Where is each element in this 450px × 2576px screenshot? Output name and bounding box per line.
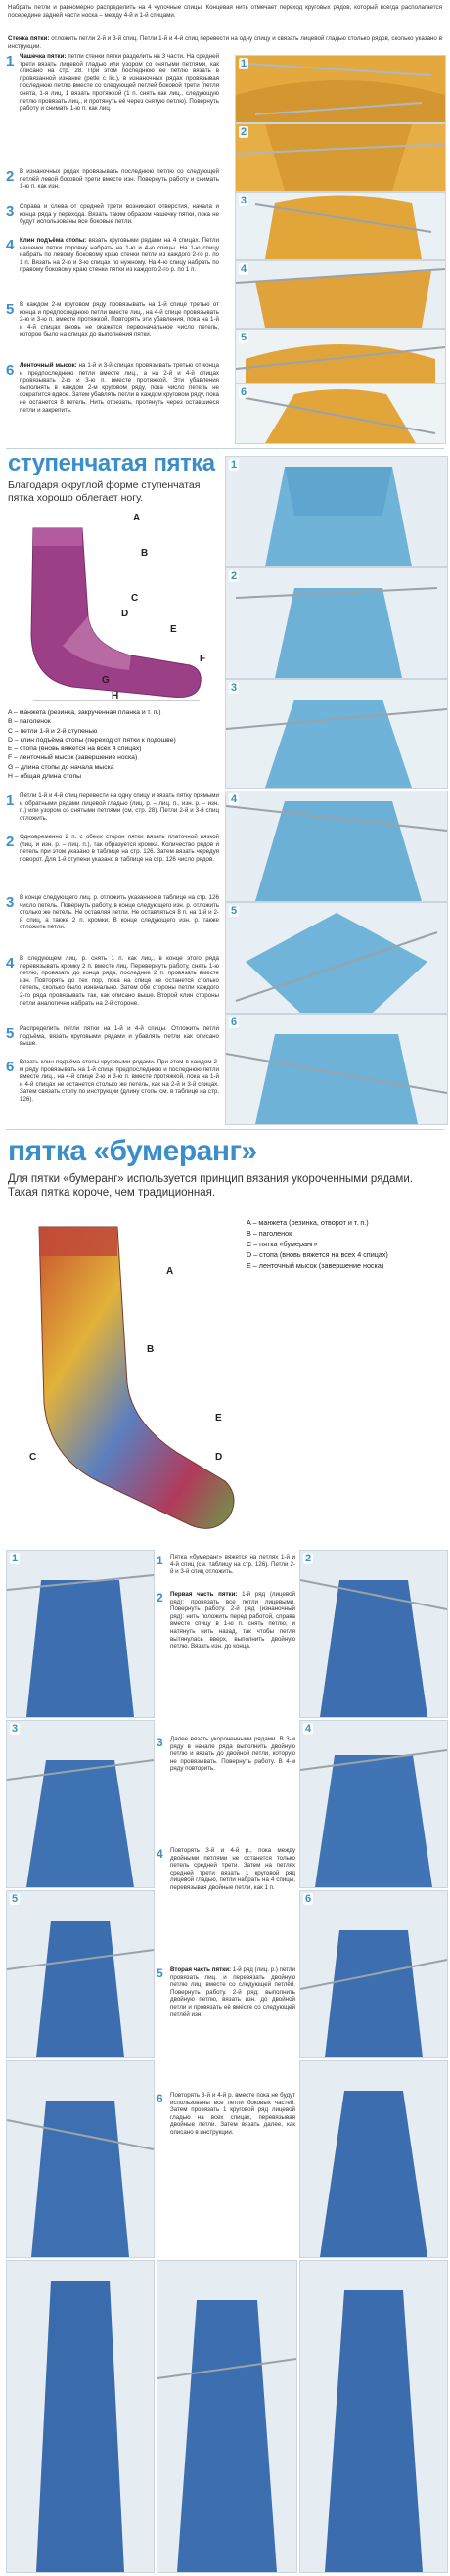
s2-step-6: 6 Вязать клин подъёма стопы круговыми рядами. При этом в каждом 2-м ряду провязывать на 1-й спице предпоследнюю и последнюю петли вместе лиц., на 4-й спице 2-ю и 3-ю п. вместе протяжкой, пока на 1-й и 4-й спицах не останется столько же петель, как на 2-й и 3-й спицах. Затем связать стопу по инструкции (длину стопы см. в таблице на стр. 126). xyxy=(6,1059,219,1103)
diagram-label-e: E xyxy=(170,624,177,635)
photo-number: 4 xyxy=(241,263,248,275)
s3-step-4: 4 Повторять 3-й и 4-й р., пока между двойными петлями не останется только петель средней трети. Затем на петлях средней трети вязать 1 круговой ряд лицевой гладью, петли набрать на 4 спицы, перевязывая двойные петли, как 1 п. xyxy=(157,1847,295,1891)
s2-step-5: 5 Распределить петли пятки на 1-й и 4-й спицы. Отложить петли подъёма, вязать круговыми рядами и убавлять петли как описано выше. xyxy=(6,1025,219,1048)
s3-step-3: 3 Далее вязать укороченными рядами. В 3-м ряду в начале ряда выполнить двойную петлю и вязать до двойной петли, которую не провязывать. Повернуть работу. В 4-м ряду повторить. xyxy=(157,1736,295,1773)
knitting-photo-blue-dark xyxy=(300,1721,447,1887)
step-number: 1 xyxy=(157,1554,163,1567)
step-number: 4 xyxy=(157,1847,163,1861)
diagram-label-b: B xyxy=(147,1344,155,1355)
knitting-photo-blue xyxy=(226,1015,447,1124)
legend-item: G – длина стопы до начала мыска xyxy=(8,763,114,771)
photo-s3-3 xyxy=(6,1720,155,1888)
legend-item: C – пятка «бумеранг» xyxy=(247,1240,318,1248)
diagram-label-c: C xyxy=(131,593,139,604)
s2-step-3: 3 В конце следующего лиц. р. отложить указанное в таблице на стр. 126 число петель. Повернуть работу, в конце следующего изн. р. отложить столько же петель. Не оставляя петли. Не оставляться 8 п. на 1-й и 2-й спиц, а также 2 п. кромки. В конце следующего изн. р. также отложить петли. xyxy=(6,894,219,931)
step-number: 2 xyxy=(6,834,15,850)
step-number: 3 xyxy=(6,203,15,220)
knitting-photo-blue xyxy=(226,457,447,566)
photo-s2-1 xyxy=(225,456,448,567)
photo-s3-10 xyxy=(299,2260,448,2573)
photo-number: 4 xyxy=(305,1723,312,1735)
section2-title: ступенчатая пятка xyxy=(8,450,215,476)
photo-s1-4 xyxy=(235,260,446,329)
photo-number: 5 xyxy=(231,905,238,917)
photo-s3-9 xyxy=(299,2060,448,2258)
step-number: 2 xyxy=(6,168,15,185)
photo-number: 1 xyxy=(231,459,238,471)
photo-s3-6 xyxy=(299,1890,448,2058)
knitting-photo-blue-dark xyxy=(300,1551,447,1717)
photo-s3-center xyxy=(157,2260,297,2573)
section3-legend xyxy=(247,1217,442,1271)
diagram-label-h: H xyxy=(112,691,119,701)
step-number: 3 xyxy=(6,894,15,911)
photo-s2-3 xyxy=(225,679,448,789)
step-number: 1 xyxy=(6,792,15,809)
knitting-photo-orange xyxy=(236,124,445,191)
s3-step-5: 5 Вторая часть пятки: 1-й ряд (лиц. р.) петли провязать лиц. и перевязать двойную петлю лиц. вместе со следующей петлёй. Повернуть работу. 2-й ряд: выполнить двойную петлю, вязать изн. до двойной петли и провязать её вместе со следующей петлёй изн. xyxy=(157,1966,295,2018)
legend-item: F – ленточный мысок (завершение носка) xyxy=(8,754,138,762)
photo-number: 3 xyxy=(241,195,248,206)
s1-step-4: 4 Клин подъёма стопы: вязать круговыми рядами на 4 спицах. Петли чашечки пятки поровну набрать на 1-ю и 4-ю спицы. На 1-ю спицу набрать по левому боковому краю стенки петли из каждого 2-го р. по 1 п. Вязать на 2-ю и 3-ю спицах по нужному. На 4-ю спицу набрать по правому боковому краю стенки пятки из каждого 2-го р. по 1 п. xyxy=(6,237,219,274)
step-number: 5 xyxy=(6,1025,15,1042)
photo-s3-5 xyxy=(6,1890,155,2058)
legend-item: B – паголенок xyxy=(8,718,51,726)
legend-item: H – общая длина стопы xyxy=(8,773,82,781)
s2-step-1: 1 Петли 1-й и 4-й спиц перевести на одну спицу и вязать пятку прямыми и обратными рядами лицевой гладью (лиц. р. – лиц. п., изн. р. – изн. п.) или узором со снятыми петлями (см. стр. 28). Петли 2-й и 3-й спиц отложить. xyxy=(6,792,219,822)
knitting-photo-blue xyxy=(226,791,447,901)
diagram-label-f: F xyxy=(200,654,206,664)
knitting-photo-blue xyxy=(226,903,447,1013)
photo-s1-2 xyxy=(235,123,446,192)
legend-item: E – ленточный мысок (завершение носка) xyxy=(247,1261,384,1270)
intro-text: Набрать петли и равномерно распределить на 4 чулочные спицы. Концевая нить отмечает переход круговых рядов, который всегда располагается посередине задней части носка – между 4-й и 1-й спицами. xyxy=(8,4,442,19)
knitting-photo-orange xyxy=(236,193,445,259)
photo-number: 2 xyxy=(231,570,238,582)
s3-step-1: 1 Пятка «бумеранг» вяжется на петлях 1-й и 4-й спиц (см. таблицу на стр. 126). Петли 2-й и 3-й спиц отложить. xyxy=(157,1554,295,1576)
photo-s1-6 xyxy=(235,384,446,444)
s1-step-5: 5 В каждом 2-м круговом ряду провязывать на 1-й спице третью от конца и предпоследнюю петли вместе лиц., на 4-й спице провязывать 2-ю и 3-ю п. вместе протяжкой. Повторять эти убавления, пока на 1-й и 4-й спицах вновь не окажется первоначальное число петель, которое было на спицах до выполнения пятки. xyxy=(6,301,219,339)
sock-illustration xyxy=(4,509,217,704)
knitting-photo-orange xyxy=(236,330,445,383)
knitting-photo-blue-dark xyxy=(300,2061,447,2257)
knitting-photo-blue-dark xyxy=(7,2061,154,2257)
diagram-label-d: D xyxy=(121,609,129,619)
s2-step-2: 2 Одновременно 2 п. с обеих сторон пятки вязать платочной вязкой (лиц. и изн. р. – лиц. п.), так образуется кромка. Количество рядов и петель при этом указано в таблице на стр. 126. Затем вязать чередуя поворот. Для 1-й ступени указано в таблице на стр. 126 число рядов. xyxy=(6,834,219,863)
knitting-photo-blue xyxy=(226,680,447,788)
legend-item: D – стопа (вновь вяжется на всех 4 спицах) xyxy=(247,1250,388,1259)
section2-subtitle: Благодаря округлой форме ступенчатая пятка хорошо облегает ногу. xyxy=(8,479,201,504)
knitting-photo-blue-dark xyxy=(300,1891,447,2057)
knitting-photo-blue-dark xyxy=(158,2261,296,2572)
photo-s3-1 xyxy=(6,1550,155,1718)
photo-s1-1 xyxy=(235,55,446,123)
section-divider xyxy=(6,448,444,449)
s2-step-4: 4 В следующем лиц. р. снять 1 п. как лиц., в конце этого ряда перевязывать кромку 2 п. вместе лиц. Перевернуть работу, снять 1-ю петлю, провязать до конца ряда, последние 2 п. провязать вместе изн. Повторять до тех пор, пока на спице не останется столько петель, сколько было изначально. Затем обе стороны петли каждого 2-го ряда провязывать так, как описано выше. Второй клин стороны петли аналогично набрать на 2-й стороне. xyxy=(6,955,219,1007)
photo-s2-2 xyxy=(225,567,448,679)
photo-s2-4 xyxy=(225,791,448,902)
legend-item: A – манжета (резинка, отворот и т. п.) xyxy=(247,1218,369,1227)
photo-s3-4 xyxy=(299,1720,448,1888)
step-number: 1 xyxy=(6,53,15,69)
step-number: 6 xyxy=(6,362,15,379)
knitting-photo-blue xyxy=(226,568,447,678)
s1-step-6: 6 Ленточный мысок: на 1-й и 3-й спицах провязывать третью от конца и предпоследнюю петли вместе лиц., а на 2-й и 4-й спицах провязывать 2-ю и 3-ю п. вместе протяжкой. Эти убавления выполнять в каждом 2-м круговом ряду, пока число петель не сократится вдвое. Затем убавлять петли в каждом круговом ряду, пока не останется 8 петель. Нить отрезать, протянуть через оставшиеся петли и закрепить. xyxy=(6,362,219,414)
step-number: 5 xyxy=(157,1966,163,1980)
knitting-photo-orange xyxy=(236,384,445,443)
step-number: 6 xyxy=(6,1059,15,1075)
diagram-label-a: A xyxy=(166,1266,174,1277)
photo-number: 1 xyxy=(241,58,248,69)
knitting-photo-orange xyxy=(236,56,445,122)
photo-number: 2 xyxy=(305,1553,312,1564)
photo-s3-2 xyxy=(299,1550,448,1718)
photo-s2-6 xyxy=(225,1014,448,1125)
step-number: 2 xyxy=(157,1591,163,1604)
step-number: 4 xyxy=(6,237,15,253)
photo-number: 3 xyxy=(231,682,238,694)
step-number: 6 xyxy=(157,2092,163,2105)
legend-item: C – петли 1-й и 2-й ступенью xyxy=(8,727,98,735)
sock-diagram-multicolor xyxy=(20,1217,245,1540)
s1-step-1: 1 Чашечка пятки: петли стенки пятки разделить на 3 части. На средней трети вязать лицевой гладью или узором со снятыми петлями, как описано на стр. 28. При этом последнюю ее петлю вязать в провязанной изнанке (petle c lic.), в изнаночных рядах провязывая последнюю петлю вместе со следующей петлей боковой трети (петля снята, 1-я лиц, 1 вязать протяжкой (1 п. снять как лиц., следующую петлю провязать лиц., и протянуть её через снятую петлю). Повернуть работу и снимать 1-ю п. как лиц. xyxy=(6,53,219,113)
diagram-label-a: A xyxy=(133,513,141,523)
photo-number: 6 xyxy=(305,1893,312,1905)
step-number: 3 xyxy=(157,1736,163,1749)
photo-number: 4 xyxy=(231,793,238,805)
diagram-label-c: C xyxy=(29,1452,37,1463)
knitting-photo-blue-dark xyxy=(7,1551,154,1717)
step-number: 4 xyxy=(6,955,15,972)
diagram-label-d: D xyxy=(215,1452,223,1463)
section2-legend xyxy=(8,708,217,781)
s3-step-2: 2 Первая часть пятки: 1-й ряд (лицевой ряд): провязать все петли лицевыми. Повернуть работу. 2-й ряд (изнаночный ряд): нить положить перед работой, справа вместе спицу в 1-ю п. снять петлю, и натянуть нить назад, так чтобы петля вытянулась вверх, выполнить двойную петлю. Вязать изн. до конца. xyxy=(157,1591,295,1650)
photo-number: 5 xyxy=(12,1893,19,1905)
s1-step-2: 2 В изнаночных рядах провязывать последнюю петлю со следующей петлёй левой боковой трети вместе изн. Повернуть работу и снимать 1-ю п. как изн. xyxy=(6,168,219,191)
sock-diagram-purple xyxy=(4,509,217,704)
knitting-photo-blue-dark xyxy=(7,1891,154,2057)
knitting-photo-orange xyxy=(236,261,445,328)
photo-number: 5 xyxy=(241,332,248,343)
legend-item: A – манжета (резинка, закрученная планка и т. п.) xyxy=(8,709,161,716)
legend-item: D – клин подъёма стопы (переход от пятки к подошве) xyxy=(8,736,176,744)
photo-number: 3 xyxy=(12,1723,19,1735)
photo-number: 6 xyxy=(241,386,248,398)
knitting-photo-blue-dark xyxy=(7,1721,154,1887)
photo-number: 6 xyxy=(231,1017,238,1028)
photo-s2-5 xyxy=(225,902,448,1014)
section-divider xyxy=(6,1129,444,1130)
photo-s3-7 xyxy=(6,2060,155,2258)
knitting-photo-blue-dark xyxy=(7,2261,154,2572)
intro-stitches: Стенка пятки: отложить петли 2-й и 3-й спиц. Петли 1-й и 4-й спиц перевести на одну спицу и связать лицевой гладью столько рядов, сколько указано в инструкции. xyxy=(8,35,442,50)
photo-number: 1 xyxy=(12,1553,19,1564)
section3-subtitle: Для пятки «бумеранг» используется принцип вязания укороченными рядами. Такая пятка короче, чем традиционная. xyxy=(8,1173,413,1198)
photo-s1-3 xyxy=(235,192,446,260)
photo-number: 2 xyxy=(241,126,248,138)
photo-s3-8 xyxy=(6,2260,155,2573)
knitting-photo-blue-dark xyxy=(300,2261,447,2572)
legend-item: E – стопа (вновь вяжется на всех 4 спицах) xyxy=(8,746,142,753)
sock-illustration xyxy=(20,1217,245,1540)
diagram-label-e: E xyxy=(215,1413,222,1424)
section3-title: пятка «бумеранг» xyxy=(8,1135,257,1167)
s3-step-6: 6 Повторять 3-й и 4-й р. вместе пока не будут использованы все петли боковых частей. Затем провязать 1 круговой ряд лицевой гладью на всех спицах, перевязывая двойные петли. Затем вязать далее, как описано в инструкции. xyxy=(157,2092,295,2136)
diagram-label-b: B xyxy=(141,548,149,559)
step-number: 5 xyxy=(6,301,15,318)
diagram-label-g: G xyxy=(102,675,110,686)
legend-item: B – паголенок xyxy=(247,1229,292,1238)
photo-s1-5 xyxy=(235,329,446,384)
s1-step-3: 3 Справа и слева от средней трети возникают отверстия, начала и конца ряда у перехода. Вязать таким образом чашечку пятки, пока не будут использованы все боковые петли. xyxy=(6,203,219,226)
